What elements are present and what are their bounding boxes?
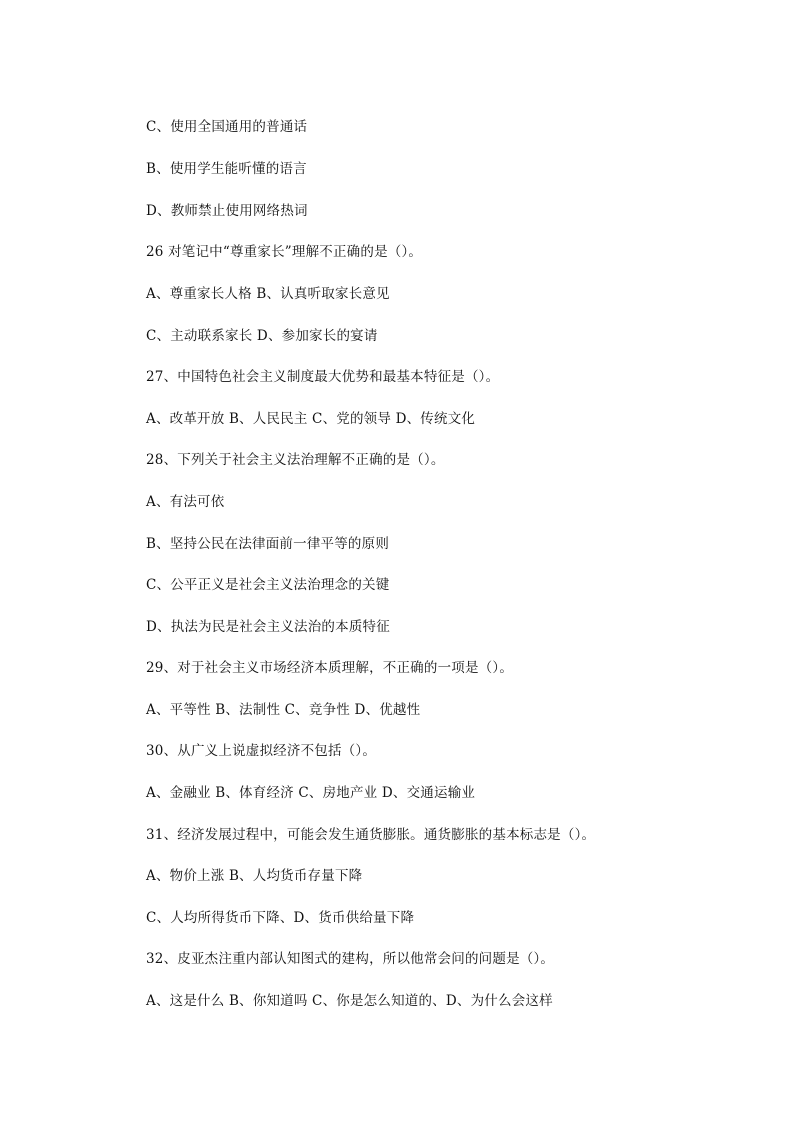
option-line: A、改革开放 B、人民民主 C、党的领导 D、传统文化 — [146, 411, 476, 427]
question-line: 27、中国特色社会主义制度最大优势和最基本特征是（）。 — [146, 369, 500, 385]
option-line: C、使用全国通用的普通话 — [146, 119, 308, 135]
option-line: A、尊重家长人格 B、认真听取家长意见 — [146, 286, 390, 302]
question-line: 30、从广义上说虚拟经济不包括（）。 — [146, 743, 377, 759]
option-line: D、教师禁止使用网络热词 — [146, 203, 308, 219]
question-line: 31、经济发展过程中，可能会发生通货膨胀。通货膨胀的基本标志是（）。 — [146, 827, 596, 843]
question-line: 29、对于社会主义市场经济本质理解，不正确的一项是（）。 — [146, 660, 514, 676]
option-line: A、物价上涨 B、人均货币存量下降 — [146, 868, 363, 884]
option-line: C、公平正义是社会主义法治理念的关键 — [146, 577, 390, 593]
option-line: C、人均所得货币下降、D、货币供给量下降 — [146, 910, 415, 926]
option-line: A、有法可依 — [146, 494, 225, 510]
question-line: 26 对笔记中“尊重家长”理解不正确的是（）。 — [146, 244, 423, 260]
option-line: A、金融业 B、体育经济 C、房地产业 D、交通运输业 — [146, 785, 476, 801]
option-line: B、使用学生能听懂的语言 — [146, 161, 307, 177]
option-line: C、主动联系家长 D、参加家长的宴请 — [146, 328, 378, 344]
option-line: A、平等性 B、法制性 C、竞争性 D、优越性 — [146, 702, 421, 718]
question-line: 28、下列关于社会主义法治理解不正确的是（）。 — [146, 452, 445, 468]
option-line: B、坚持公民在法律面前一律平等的原则 — [146, 536, 390, 552]
question-line: 32、皮亚杰注重内部认知图式的建构，所以他常会问的问题是（）。 — [146, 951, 555, 967]
option-line: A、这是什么 B、你知道吗 C、你是怎么知道的、D、为什么会这样 — [146, 993, 553, 1009]
option-line: D、执法为民是社会主义法治的本质特征 — [146, 619, 390, 635]
